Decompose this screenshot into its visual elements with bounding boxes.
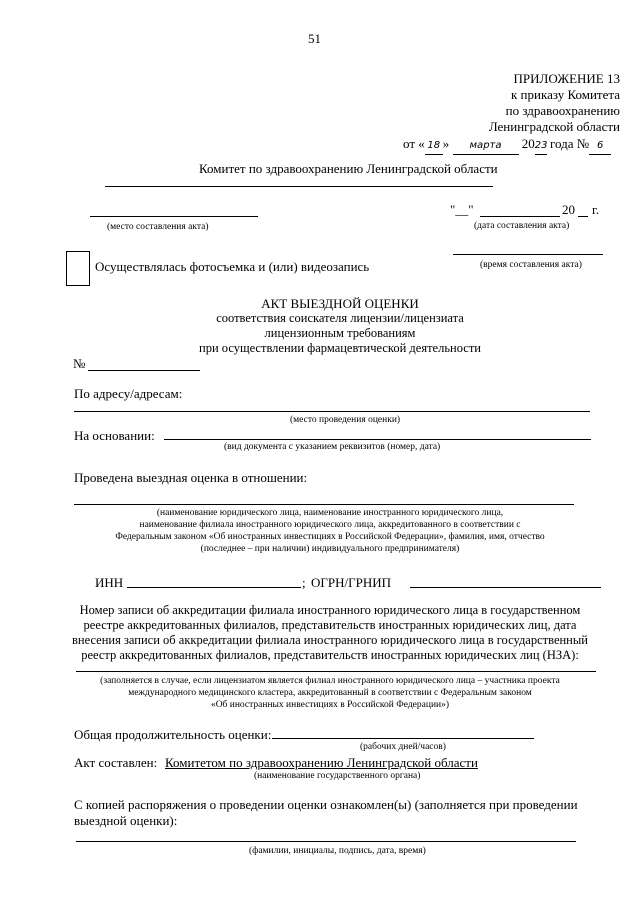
address-line[interactable] <box>74 411 590 412</box>
page-number: 51 <box>308 31 321 46</box>
date-caption: (дата составления акта) <box>474 221 570 231</box>
appendix-line2: по здравоохранению <box>505 103 620 118</box>
inn-separator: ; <box>302 575 306 590</box>
act-subtitle-2: лицензионным требованиям <box>264 326 416 340</box>
order-number: 6 <box>589 138 611 155</box>
committee-underline <box>105 186 493 187</box>
address-label: По адресу/адресам: <box>74 386 183 401</box>
photo-checkbox[interactable] <box>66 251 90 286</box>
date-year-label: 20 <box>562 202 575 217</box>
date-quote: "__" <box>450 202 474 217</box>
appendix-date: от « 18 » марта 2023 года № 6 <box>403 136 611 155</box>
act-subtitle-3: при осуществлении фармацевтической деятельности <box>199 341 481 355</box>
date-g: г. <box>592 202 600 217</box>
act-subtitle-1: соответствия соискателя лицензии/лицензиата <box>216 311 464 325</box>
copy-line-1: С копией распоряжения о проведении оценки ознакомлен(ы) (заполняется при проведении <box>74 797 578 812</box>
date-line <box>480 216 560 217</box>
time-line <box>453 254 603 255</box>
inn-label: ИНН <box>95 575 124 590</box>
place-caption: (место составления акта) <box>107 222 209 232</box>
date-day: 18 <box>425 138 443 155</box>
duration-line[interactable] <box>272 738 534 739</box>
ogrn-label: ОГРН/ГРНИП <box>311 575 392 590</box>
address-caption: (место проведения оценки) <box>290 415 401 425</box>
time-caption: (время составления акта) <box>480 260 582 270</box>
record-caption: (заполняется в случае, если лицензиатом является филиал иностранного юридического лица – участника проекта международного медицинского кластера, аккредитованный в соответствии с Федеральным законом «Об иностранных инвестициях в Российской Федерации») <box>100 676 560 710</box>
copy-line[interactable] <box>76 841 576 842</box>
duration-caption: (рабочих дней/часов) <box>360 742 446 752</box>
inn-line[interactable] <box>127 587 301 588</box>
date-month: марта <box>453 138 519 155</box>
number-line[interactable] <box>88 370 200 371</box>
target-label: Проведена выездная оценка в отношении: <box>74 470 308 485</box>
target-line[interactable] <box>74 504 574 505</box>
date-year: 23 <box>535 138 547 155</box>
basis-line[interactable] <box>164 439 591 440</box>
committee-name: Комитет по здравоохранению Ленинградской области <box>199 161 498 176</box>
copy-caption: (фамилии, инициалы, подпись, дата, время) <box>249 846 426 856</box>
appendix-block <box>489 71 620 135</box>
date-year-line <box>578 216 588 217</box>
photo-label: Осуществлялась фотосъемка и (или) видеозапись <box>95 259 370 274</box>
number-label: № <box>73 356 86 371</box>
record-line[interactable] <box>76 671 596 672</box>
composed-value: Комитетом по здравоохранению Ленинградской области <box>165 755 478 770</box>
record-text: Номер записи об аккредитации филиала иностранного юридического лица в государственном реестре аккредитованных филиалов, представительств иностранных юридических лиц, дата внесения записи об аккредитации филиала иностранного юридического лица в государственный реестр аккредитованных филиалов, представительств иностранных юридических лиц (НЗА): <box>72 603 588 662</box>
appendix-line1: к приказу Комитета <box>510 87 620 102</box>
duration-label: Общая продолжительность оценки: <box>74 727 272 742</box>
composed-caption: (наименование государственного органа) <box>254 771 421 781</box>
appendix-title: ПРИЛОЖЕНИЕ 13 <box>513 71 620 86</box>
basis-label: На основании: <box>74 428 155 443</box>
appendix-line3: Ленинградской области <box>488 119 620 134</box>
act-title: АКТ ВЫЕЗДНОЙ ОЦЕНКИ <box>261 296 419 311</box>
target-caption: (наименование юридического лица, наименование иностранного юридического лица, наименование филиала иностранного юридического лица, аккредитованного в соответствии с Федеральным законом «Об иностранных инвестициях в Российской Федерации», фамилия, имя, отчество (последнее – при наличии) индивидуального предпринимателя) <box>115 508 545 554</box>
basis-caption: (вид документа с указанием реквизитов (номер, дата) <box>224 442 441 452</box>
copy-line-2: выездной оценки): <box>74 813 178 828</box>
place-line <box>90 216 258 217</box>
composed-label: Акт составлен: <box>74 755 158 770</box>
ogrn-line[interactable] <box>410 587 601 588</box>
